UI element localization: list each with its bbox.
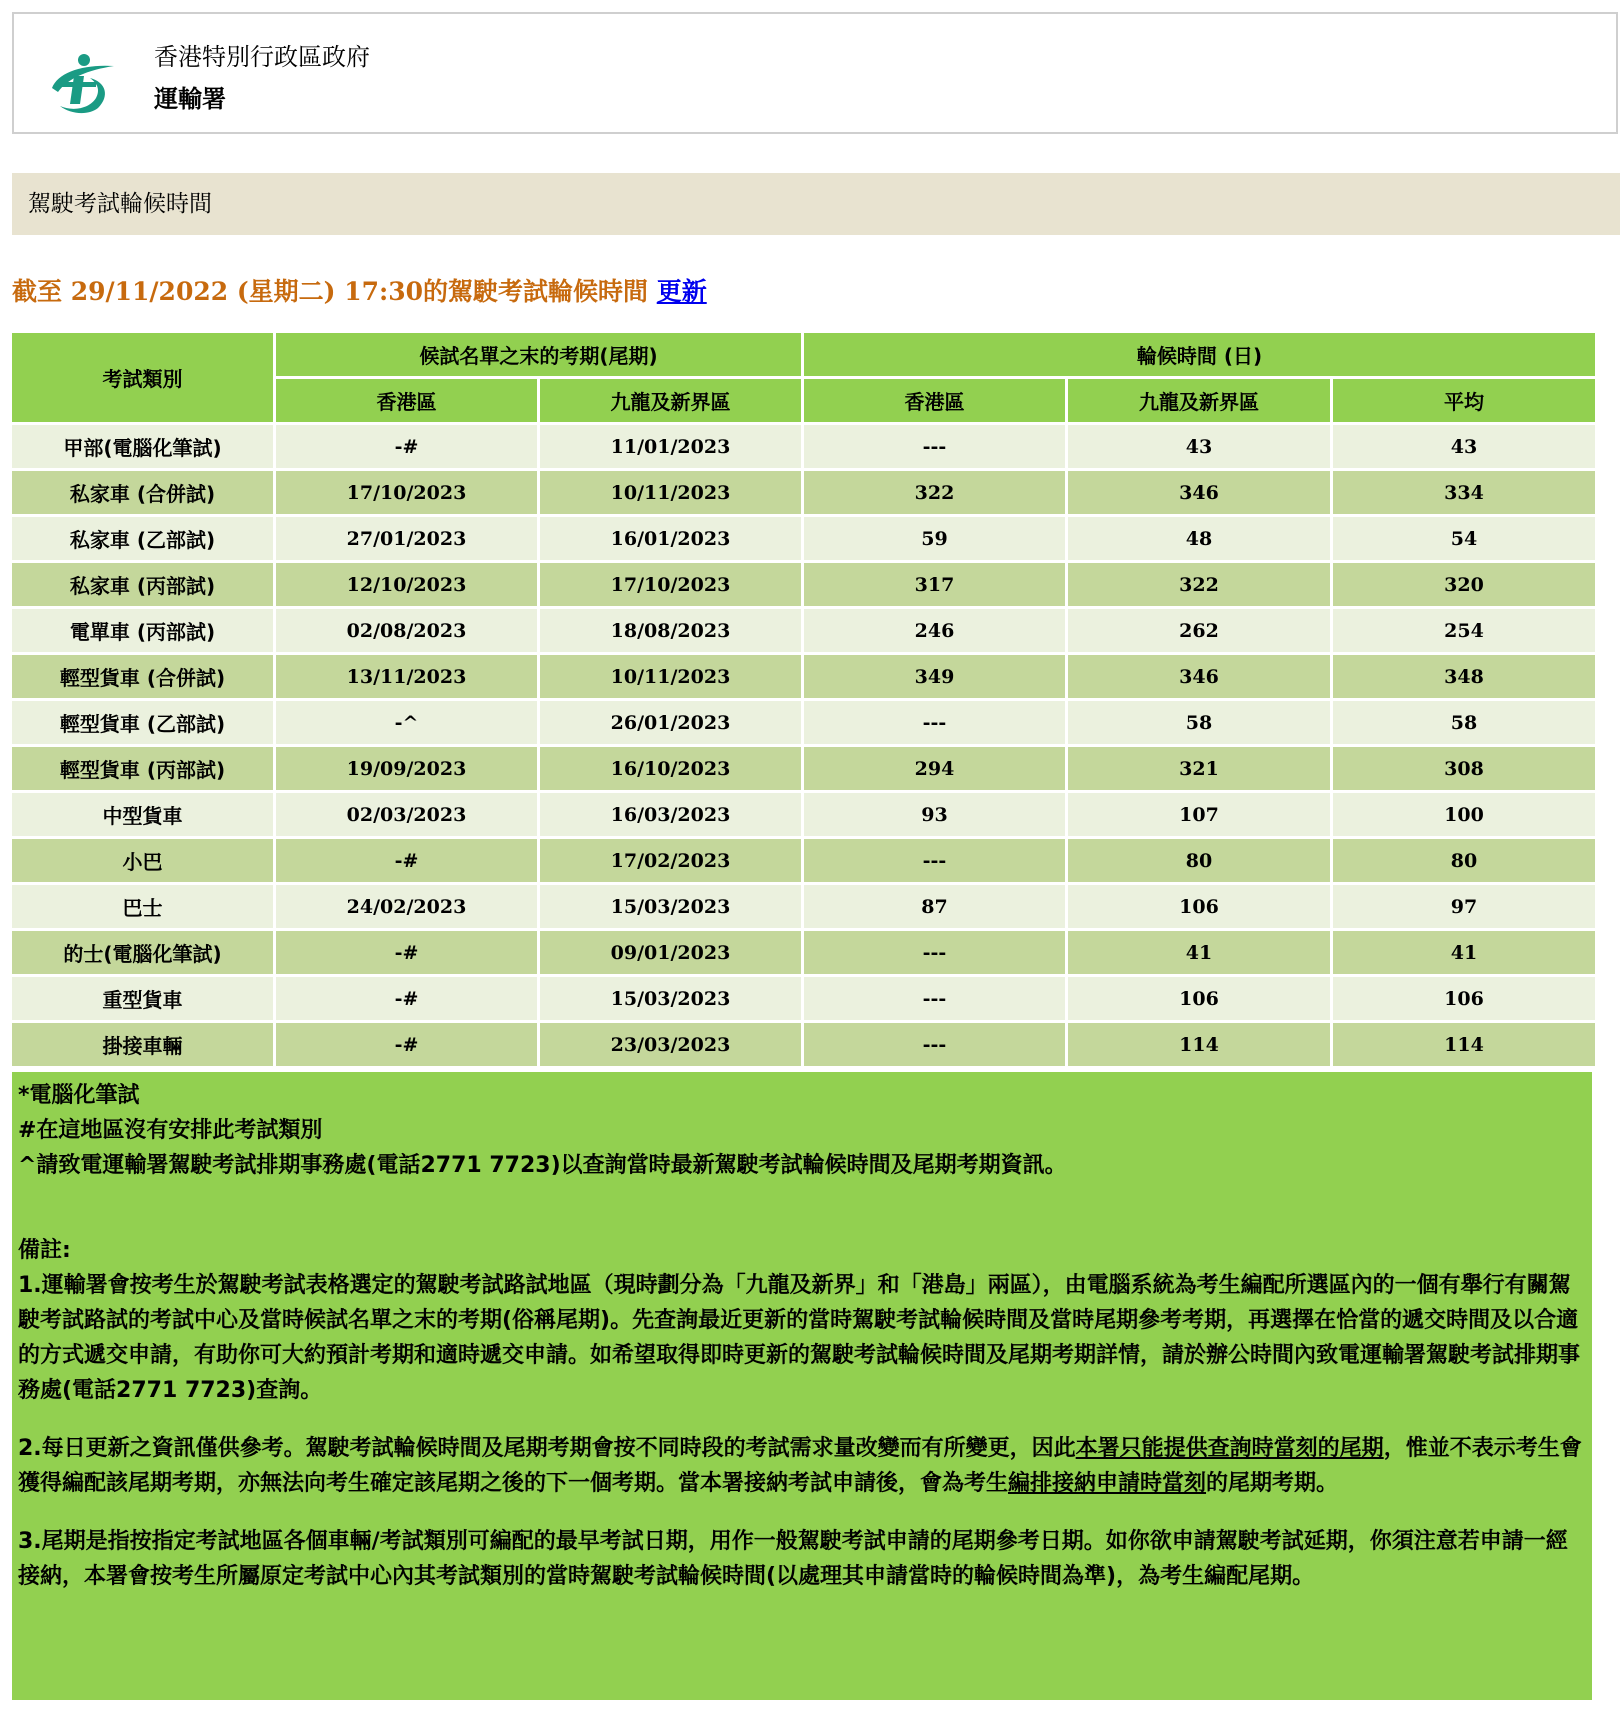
cell-hk-days: 93	[804, 793, 1065, 836]
table-row	[12, 977, 1595, 1020]
cell-average: 334	[1333, 471, 1595, 514]
header-kln-date: 九龍及新界區	[540, 379, 801, 422]
cell-hk-date: -#	[276, 839, 537, 882]
cell-hk-days: 322	[804, 471, 1065, 514]
remark-2-part-b: ，惟並不表示考生會獲得編配該尾期考期，亦無法向考生確定該尾期之後的下一個考期。當本署接納考試申請後，會為考生	[18, 1436, 1582, 1496]
page-title: 駕駛考試輪候時間	[12, 173, 1620, 235]
cell-kln-date: 26/01/2023	[540, 701, 801, 744]
cell-hk-date: -#	[276, 1023, 537, 1066]
cell-kln-date: 17/02/2023	[540, 839, 801, 882]
cell-hk-date: 27/01/2023	[276, 517, 537, 560]
remark-3: 3.尾期是指按指定考試地區各個車輛/考試類別可編配的最早考試日期，用作一般駕駛考試申請的尾期參考日期。如你欲申請駕駛考試延期，你須注意若申請一經接納，本署會按考生所屬原定考試中心內其考試類別的當時駕駛考試輪候時間(以處理其申請當時的輪候時間為準)，為考生編配尾期。	[18, 1529, 1568, 1589]
cell-hk-days: ---	[804, 977, 1065, 1020]
cell-average: 54	[1333, 517, 1595, 560]
transport-department-logo-icon[interactable]	[44, 42, 124, 122]
header-category: 考試類別	[12, 333, 273, 422]
header-waiting-group: 輪候時間 (日)	[804, 333, 1595, 376]
cell-kln-date: 16/01/2023	[540, 517, 801, 560]
cell-hk-days: 246	[804, 609, 1065, 652]
cell-hk-date: -^	[276, 701, 537, 744]
cell-average: 308	[1333, 747, 1595, 790]
cell-average: 97	[1333, 885, 1595, 928]
cell-hk-date: -#	[276, 931, 537, 974]
cell-average: 106	[1333, 977, 1595, 1020]
cell-average: 58	[1333, 701, 1595, 744]
table-row	[12, 931, 1595, 974]
cell-hk-days: 349	[804, 655, 1065, 698]
remark-2-part-a: 2.每日更新之資訊僅供參考。駕駛考試輪候時間及尾期考期會按不同時段的考試需求量改變而有所變更，因此	[18, 1436, 1076, 1461]
cell-hk-date: 19/09/2023	[276, 747, 537, 790]
remark-2-underline-1: 本署只能提供查詢時當刻的尾期	[1075, 1436, 1384, 1461]
cell-category: 私家車 (合併試)	[12, 471, 273, 514]
cell-hk-days: ---	[804, 1023, 1065, 1066]
cell-hk-date: 02/08/2023	[276, 609, 537, 652]
cell-category: 私家車 (乙部試)	[12, 517, 273, 560]
cell-hk-date: 17/10/2023	[276, 471, 537, 514]
legend-computerized: *電腦化筆試	[18, 1083, 140, 1108]
cell-kln-date: 15/03/2023	[540, 977, 801, 1020]
cell-kln-days: 43	[1068, 425, 1330, 468]
cell-category: 小巴	[12, 839, 273, 882]
notes-panel	[12, 1072, 1592, 1700]
cell-kln-date: 16/10/2023	[540, 747, 801, 790]
cell-kln-days: 346	[1068, 655, 1330, 698]
org-line-1: 香港特別行政區政府	[154, 43, 370, 71]
cell-category: 輕型貨車 (乙部試)	[12, 701, 273, 744]
cell-kln-days: 322	[1068, 563, 1330, 606]
header-last-date-group: 候試名單之末的考期(尾期)	[276, 333, 801, 376]
cell-category: 巴士	[12, 885, 273, 928]
cell-kln-days: 114	[1068, 1023, 1330, 1066]
remark-2	[18, 1431, 1586, 1501]
cell-average: 114	[1333, 1023, 1595, 1066]
header-average: 平均	[1333, 379, 1595, 422]
cell-hk-days: ---	[804, 931, 1065, 974]
cell-category: 電單車 (丙部試)	[12, 609, 273, 652]
cell-hk-date: -#	[276, 977, 537, 1020]
cell-kln-date: 18/08/2023	[540, 609, 801, 652]
cell-kln-days: 346	[1068, 471, 1330, 514]
cell-hk-days: 87	[804, 885, 1065, 928]
cell-kln-days: 106	[1068, 885, 1330, 928]
cell-hk-days: 317	[804, 563, 1065, 606]
cell-kln-days: 41	[1068, 931, 1330, 974]
cell-kln-days: 106	[1068, 977, 1330, 1020]
remark-1: 1.運輸署會按考生於駕駛考試表格選定的駕駛考試路試地區（現時劃分為「九龍及新界」和「港島」兩區），由電腦系統為考生編配所選區內的一個有舉行有關駕駛考試路試的考試中心及當時候試名單之末的考期(俗稱尾期)。先查詢最近更新的當時駕駛考試輪候時間及當時尾期參考考期，再選擇在恰當的遞交時間及以合適的方式遞交申請，有助你可大約預計考期和適時遞交申請。如希望取得即時更新的駕駛考試輪候時間及尾期考期詳情，請於辦公時間內致電運輸署駕駛考試排期事務處(電話2771 7723)查詢。	[18, 1273, 1581, 1403]
table-row	[12, 609, 1595, 652]
cell-kln-days: 321	[1068, 747, 1330, 790]
cell-kln-days: 262	[1068, 609, 1330, 652]
cell-category: 重型貨車	[12, 977, 273, 1020]
table-row	[12, 701, 1595, 744]
cell-hk-date: 12/10/2023	[276, 563, 537, 606]
cell-kln-date: 09/01/2023	[540, 931, 801, 974]
cell-category: 輕型貨車 (合併試)	[12, 655, 273, 698]
header-kln-days: 九龍及新界區	[1068, 379, 1330, 422]
cell-average: 348	[1333, 655, 1595, 698]
as-of-heading	[12, 274, 707, 310]
cell-average: 320	[1333, 563, 1595, 606]
cell-average: 43	[1333, 425, 1595, 468]
table-row	[12, 517, 1595, 560]
remarks-title: 備註:	[18, 1238, 71, 1263]
remark-2-underline-2: 編排接納申請時當刻	[1008, 1471, 1207, 1496]
cell-kln-date: 17/10/2023	[540, 563, 801, 606]
cell-hk-days: ---	[804, 701, 1065, 744]
legend-enquiry: ^請致電運輸署駕駛考試排期事務處(電話2771 7723)以查詢當時最新駕駛考試輪候時間及尾期考期資訊。	[18, 1153, 1067, 1178]
cell-kln-date: 10/11/2023	[540, 471, 801, 514]
legend-no-test: #在這地區沒有安排此考試類別	[18, 1118, 323, 1143]
table-row	[12, 793, 1595, 836]
table-row	[12, 655, 1595, 698]
cell-kln-date: 11/01/2023	[540, 425, 801, 468]
cell-category: 掛接車輛	[12, 1023, 273, 1066]
cell-hk-days: 59	[804, 517, 1065, 560]
org-line-2: 運輸署	[154, 85, 226, 113]
cell-average: 80	[1333, 839, 1595, 882]
header-hk-days: 香港區	[804, 379, 1065, 422]
cell-kln-date: 16/03/2023	[540, 793, 801, 836]
table-row	[12, 885, 1595, 928]
table-row	[12, 1023, 1595, 1066]
remark-2-part-c: 的尾期考期。	[1206, 1471, 1339, 1496]
cell-hk-date: 02/03/2023	[276, 793, 537, 836]
table-row	[12, 471, 1595, 514]
cell-category: 的士(電腦化筆試)	[12, 931, 273, 974]
cell-hk-date: 13/11/2023	[276, 655, 537, 698]
table-row	[12, 747, 1595, 790]
as-of-text: 截至 29/11/2022 (星期二) 17:30的駕駛考試輪候時間	[12, 277, 648, 306]
cell-kln-days: 48	[1068, 517, 1330, 560]
cell-kln-days: 58	[1068, 701, 1330, 744]
cell-hk-days: 294	[804, 747, 1065, 790]
cell-category: 私家車 (丙部試)	[12, 563, 273, 606]
cell-hk-days: ---	[804, 839, 1065, 882]
table-row	[12, 839, 1595, 882]
cell-average: 254	[1333, 609, 1595, 652]
cell-category: 甲部(電腦化筆試)	[12, 425, 273, 468]
header-hk-date: 香港區	[276, 379, 537, 422]
cell-category: 中型貨車	[12, 793, 273, 836]
cell-kln-days: 80	[1068, 839, 1330, 882]
organization-name	[154, 40, 370, 116]
waiting-time-table	[9, 330, 1598, 1069]
cell-kln-days: 107	[1068, 793, 1330, 836]
cell-hk-date: 24/02/2023	[276, 885, 537, 928]
cell-hk-date: -#	[276, 425, 537, 468]
table-row	[12, 563, 1595, 606]
cell-average: 100	[1333, 793, 1595, 836]
cell-category: 輕型貨車 (丙部試)	[12, 747, 273, 790]
cell-kln-date: 15/03/2023	[540, 885, 801, 928]
table-row	[12, 425, 1595, 468]
cell-kln-date: 10/11/2023	[540, 655, 801, 698]
refresh-link[interactable]: 更新	[656, 277, 707, 306]
cell-hk-days: ---	[804, 425, 1065, 468]
cell-kln-date: 23/03/2023	[540, 1023, 801, 1066]
site-header	[12, 12, 1618, 134]
cell-average: 41	[1333, 931, 1595, 974]
